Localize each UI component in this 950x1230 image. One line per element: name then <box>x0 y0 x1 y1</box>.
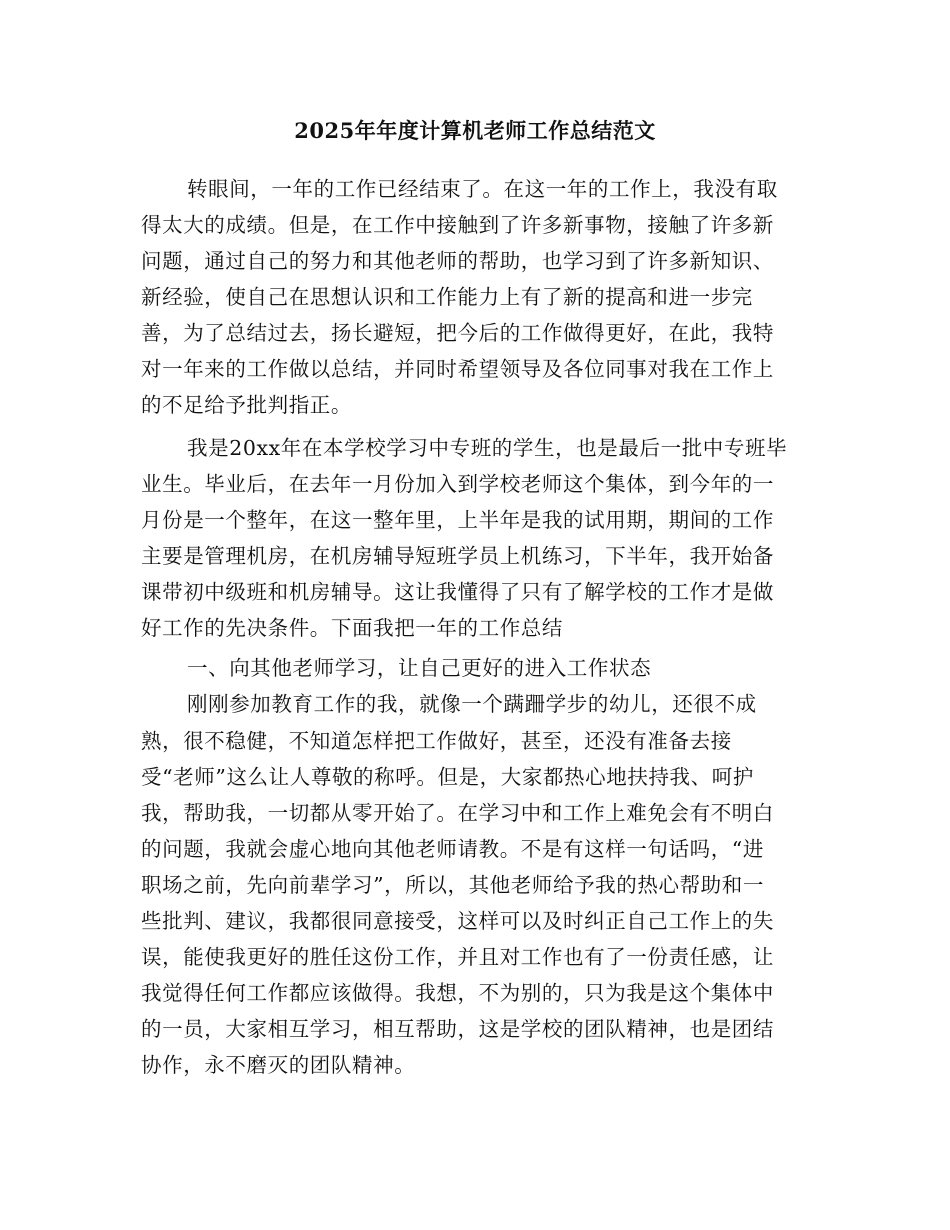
paragraph-line: 月份是一个整年，在这一整年里，上半年是我的试用期，期间的工作 <box>141 508 774 532</box>
paragraph-line: 熟，很不稳健，不知道怎样把工作做好，甚至，还没有准备去接 <box>141 729 732 753</box>
paragraph-line: 业生。毕业后，在去年一月份加入到学校老师这个集体，到今年的一 <box>141 472 774 496</box>
paragraph-line: 些批判、建议，我都很同意接受，这样可以及时纠正自己工作上的失 <box>141 909 774 933</box>
paragraph-line: 我觉得任何工作都应该做得。我想，不为别的，只为我是这个集体中 <box>141 981 774 1005</box>
paragraph-line: 的问题，我就会虚心地向其他老师请教。不是有这样一句话吗，“进 <box>141 837 764 861</box>
paragraph-line: 我，帮助我，一切都从零开始了。在学习中和工作上难免会有不明白 <box>141 801 774 825</box>
paragraph-line: 对一年来的工作做以总结，并同时希望领导及各位同事对我在工作上 <box>141 357 774 381</box>
paragraph-line: 职场之前，先向前辈学习”，所以，其他老师给予我的热心帮助和一 <box>141 873 764 897</box>
paragraph-line: 新经验，使自己在思想认识和工作能力上有了新的提高和进一步完 <box>141 285 753 309</box>
document-title: 2025年年度计算机老师工作总结范文 <box>294 118 656 143</box>
paragraph-line: 协作，永不磨灭的团队精神。 <box>141 1053 416 1077</box>
section-heading: 一、向其他老师学习，让自己更好的进入工作状态 <box>187 656 652 680</box>
paragraph-line: 主要是管理机房，在机房辅导短班学员上机练习，下半年，我开始备 <box>141 544 774 568</box>
paragraph-line: 得太大的成绩。但是，在工作中接触到了许多新事物，接触了许多新 <box>141 213 774 237</box>
paragraph-line: 刚刚参加教育工作的我，就像一个蹒跚学步的幼儿，还很不成 <box>187 692 757 716</box>
paragraph-line: 课带初中级班和机房辅导。这让我懂得了只有了解学校的工作才是做 <box>141 580 774 604</box>
paragraph-line: 误，能使我更好的胜任这份工作，并且对工作也有了一份责任感，让 <box>141 945 774 969</box>
paragraph-line: 善，为了总结过去，扬长避短，把今后的工作做得更好，在此，我特 <box>141 321 774 345</box>
paragraph-line: 转眼间，一年的工作已经结束了。在这一年的工作上，我没有取 <box>187 177 778 201</box>
paragraph-line: 的不足给予批判指正。 <box>141 393 352 417</box>
paragraph-line: 问题，通过自己的努力和其他老师的帮助，也学习到了许多新知识、 <box>141 249 774 273</box>
paragraph-line: 的一员，大家相互学习，相互帮助，这是学校的团队精神，也是团结 <box>141 1017 774 1041</box>
paragraph-line: 好工作的先决条件。下面我把一年的工作总结 <box>141 616 563 640</box>
paragraph-line: 受“老师”这么让人尊敬的称呼。但是，大家都热心地扶持我、呵护 <box>141 765 754 789</box>
paragraph-line: 我是20xx年在本学校学习中专班的学生，也是最后一批中专班毕 <box>187 436 788 460</box>
